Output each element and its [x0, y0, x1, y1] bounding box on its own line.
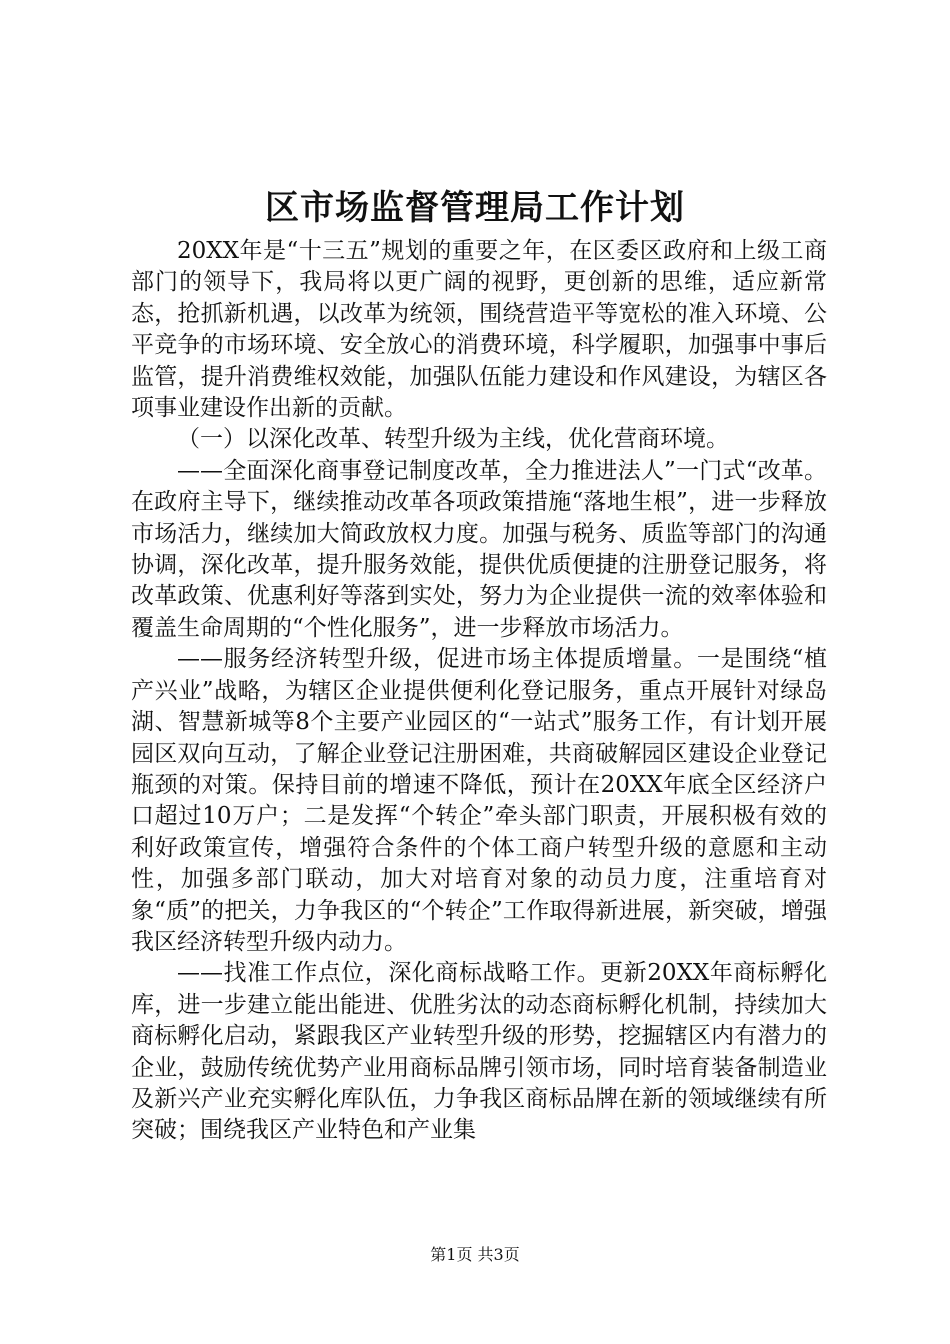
paragraph-intro: 20XX年是“十三五”规划的重要之年，在区委区政府和上级工商部门的领导下，我局将以更广阔的视野，更创新的思维，适应新常态，抢抓新机遇，以改革为统领，围绕营造平等宽松的准入环境、公平竞争的市场环境、安全放心的消费环境，科学履职，加强事中事后监管，提升消费维权效能，加强队伍能力建设和作风建设，为辖区各项事业建设作出新的贡献。	[131, 238, 827, 422]
document-body	[131, 236, 827, 1147]
page-footer: 第1页 共3页	[430, 1245, 520, 1264]
paragraph-trademark-strategy: ——找准工作点位，深化商标战略工作。更新20XX年商标孵化库，进一步建立能出能进、优胜劣汰的动态商标孵化机制，持续加大商标孵化启动，紧跟我区产业转型升级的形势，挖掘辖区内有潜力的企业，鼓励传统优势产业用商标品牌引领市场，同时培育装备制造业及新兴产业充实孵化库队伍，力争我区商标品牌在新的领域继续有所突破；围绕我区产业特色和产业集	[131, 960, 827, 1144]
paragraph-registration-reform: ——全面深化商事登记制度改革，全力推进法人”一门式“改革。在政府主导下，继续推动改革各项政策措施“落地生根”，进一步释放市场活力，继续加大简政放权力度。加强与税务、质监等部门的沟通协调，深化改革，提升服务效能，提供优质便捷的注册登记服务，将改革政策、优惠利好等落到实处，努力为企业提供一流的效率体验和覆盖生命周期的“个性化服务”，进一步释放市场活力。	[131, 457, 827, 641]
paragraph-economic-transformation: ——服务经济转型升级，促进市场主体提质增量。一是围绕“植产兴业”战略，为辖区企业提供便利化登记服务，重点开展针对绿岛湖、智慧新城等8个主要产业园区的“一站式”服务工作，有计划开展园区双向互动，了解企业登记注册困难，共商破解园区建设企业登记瓶颈的对策。保持目前的增速不降低，预计在20XX年底全区经济户口超过10万户；二是发挥“个转企”牵头部门职责，开展积极有效的利好政策宣传，增强符合条件的个体工商户转型升级的意愿和主动性，加强多部门联动，加大对培育对象的动员力度，注重培育对象“质”的把关，力争我区的“个转企”工作取得新进展，新突破，增强我区经济转型升级内动力。	[131, 646, 827, 955]
document-title: 区市场监督管理局工作计划	[265, 188, 685, 228]
section-heading-1: （一）以深化改革、转型升级为主线，优化营商环境。	[177, 426, 729, 453]
